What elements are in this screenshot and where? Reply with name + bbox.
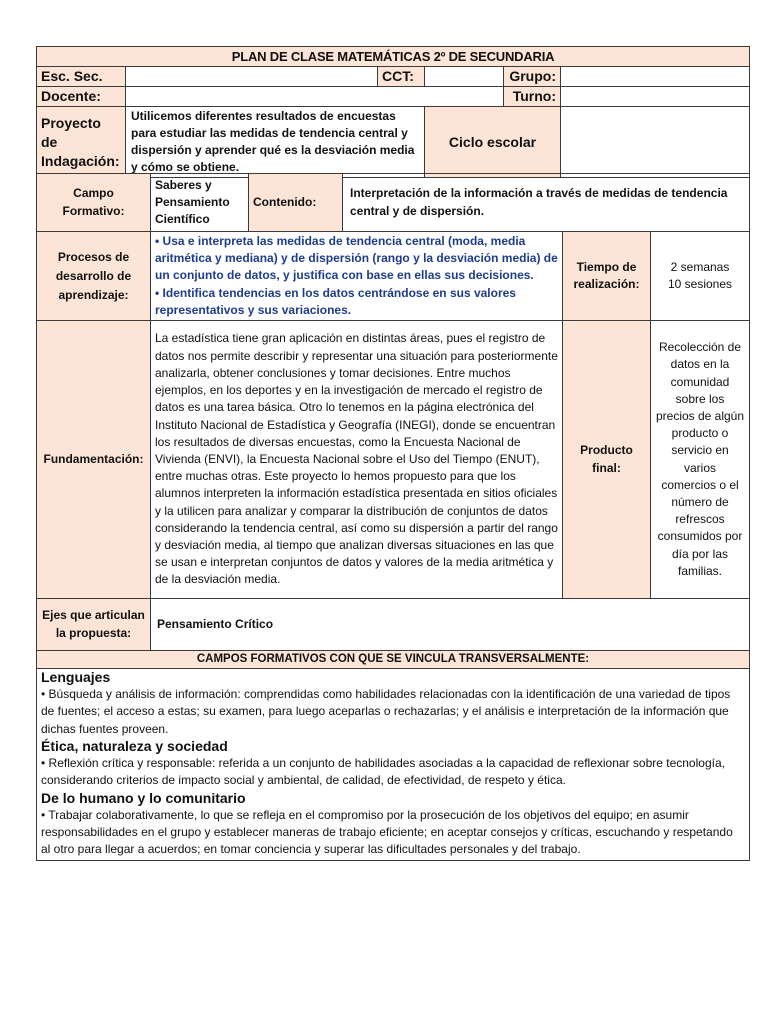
esc-sec-field[interactable] bbox=[126, 67, 378, 87]
section-title-etica: Ética, naturaleza y sociedad bbox=[41, 737, 228, 754]
section-title-humano: De lo humano y lo comunitario bbox=[41, 789, 246, 806]
procesos-label: Procesos de desarrollo de aprendizaje: bbox=[37, 232, 151, 321]
esc-sec-label: Esc. Sec. bbox=[37, 67, 126, 87]
campo-formativo-label: Campo Formativo: bbox=[37, 174, 151, 232]
tiempo-semanas: 2 semanas bbox=[670, 260, 730, 274]
fundamentacion-label: Fundamentación: bbox=[37, 321, 151, 599]
transversal-header: CAMPOS FORMATIVOS CON QUE SE VINCULA TRANSVERSALMENTE: bbox=[37, 651, 750, 669]
grupo-field[interactable] bbox=[561, 67, 750, 87]
section-title-lenguajes: Lenguajes bbox=[41, 669, 111, 686]
procesos-item: • Usa e interpreta las medidas de tendencia central (moda, media aritmética y mediana) y de dispersión (rango y la desviación media) de un conjunto de datos, y justifica con base en ellas sus decisiones. bbox=[155, 234, 558, 283]
tiempo-label: Tiempo de realización: bbox=[563, 232, 651, 321]
proyecto-value: Utilicemos diferentes resultados de encuestas para estudiar las medidas de tendencia central y dispersión y aprender qué es la desviación media y cómo se obtiene. bbox=[126, 107, 425, 178]
turno-field[interactable] bbox=[561, 87, 750, 107]
docente-field[interactable] bbox=[126, 87, 504, 107]
section-text-humano: • Trabajar colaborativamente, lo que se refleja en el compromiso por la prosecución de los objetivos del equipo; en asumir responsabilidades en el grupo y establecer maneras de trabajo eficiente; en aceptar consejos y críticas, escuchando y respetando al otro para llegar a acuerdos; en tomar conciencia y superar las dificultades personales y del trabajo. bbox=[41, 807, 733, 857]
docente-label: Docente: bbox=[37, 87, 126, 107]
ciclo-escolar-field[interactable] bbox=[561, 107, 750, 178]
grupo-label: Grupo: bbox=[504, 67, 561, 87]
tiempo-value bbox=[651, 232, 750, 321]
procesos-item: • Identifica tendencias en los datos centrándose en sus valores representativos y sus variaciones. bbox=[155, 285, 516, 317]
section-text-lenguajes: • Búsqueda y análisis de información: comprendidas como habilidades relacionadas con la identificación de una variedad de tipos de fuentes; el acceso a estas; su examen, para luego aceparlas o rechazarlas; y el análisis e interpretación de la información que dichas fuentes proveen. bbox=[41, 687, 731, 736]
contenido-label: Contenido: bbox=[249, 174, 343, 232]
transversal-sections bbox=[37, 669, 750, 861]
ciclo-escolar-label: Ciclo escolar bbox=[425, 107, 561, 178]
document-title: PLAN DE CLASE MATEMÁTICAS 2º DE SECUNDARIA bbox=[37, 47, 750, 67]
producto-final-value: Recolección de datos en la comunidad sobre los precios de algún producto o servicio en varios comercios o el número de refrescos consumidos por día por las familias. bbox=[651, 321, 750, 599]
plan-table bbox=[36, 173, 750, 861]
header-table bbox=[36, 46, 750, 178]
contenido-value: Interpretación de la información a través de medidas de tendencia central y de dispersión. bbox=[343, 174, 750, 232]
section-text-etica: • Reflexión crítica y responsable: referida a un conjunto de habilidades asociadas a la capacidad de reflexionar sobre tecnología, considerando criterios de impacto social y ambiental, de calidad, de efectividad, de respeto y ética. bbox=[41, 755, 725, 788]
campo-formativo-value: Saberes y Pensamiento Científico bbox=[151, 174, 249, 232]
tiempo-sesiones: 10 sesiones bbox=[667, 277, 733, 291]
turno-label: Turno: bbox=[504, 87, 561, 107]
cct-label: CCT: bbox=[378, 67, 425, 87]
procesos-list bbox=[151, 232, 563, 321]
fundamentacion-text: La estadística tiene gran aplicación en distintas áreas, pues el registro de datos nos permite describir y representar una situación para posteriormente analizarla, obtener conclusiones y tomar decisiones. Entre muchos ejemplos, en los deportes y en la investigación de mercado el registro de datos es una tarea básica. Otro lo tenemos en la página electrónica del Instituto Nacional de Estadística y Geografía (INEGI), donde se encuentran los resultados de diversas encuestas, como la Encuesta Nacional de Vivienda (ENVI), la Encuesta Nacional sobre el Uso del Tiempo (ENUT), entre muchas otras. Este proyecto lo hemos propuesto para que los alumnos interpreten la información estadística presentada en sitios oficiales y la utilicen para analizar y comparar la distribución de conjuntos de datos considerando la tendencia central, así como su dispersión a partir del rango y desviación media, al tiempo que analizan diversas situaciones en las que se usan e interpretan conjuntos de datos y valores de la media aritmética y de la desviación media. bbox=[151, 321, 563, 599]
proyecto-label: Proyecto de Indagación: bbox=[37, 107, 126, 178]
ejes-label: Ejes que articulan la propuesta: bbox=[37, 599, 151, 651]
producto-final-label: Producto final: bbox=[563, 321, 651, 599]
ejes-value: Pensamiento Crítico bbox=[151, 599, 750, 651]
cct-field[interactable] bbox=[425, 67, 504, 87]
